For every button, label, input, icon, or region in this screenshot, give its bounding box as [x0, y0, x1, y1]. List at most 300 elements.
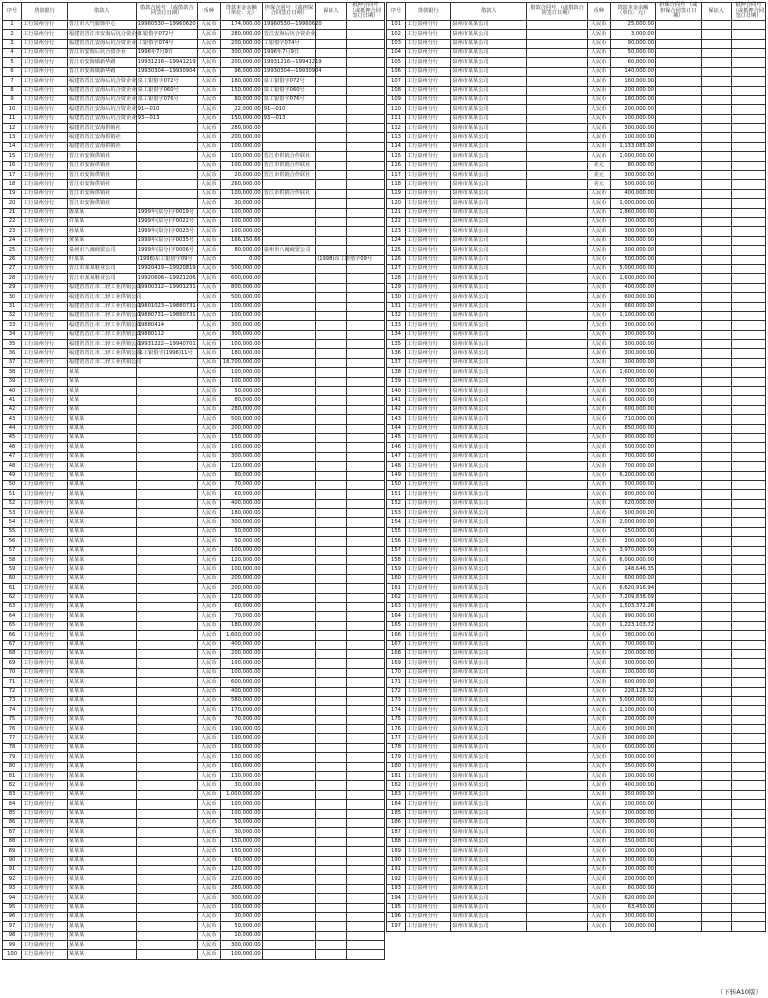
guarantee-contract-cell: [262, 743, 315, 752]
loan-contract-cell: [527, 631, 588, 640]
mortgage-contract-cell: [731, 603, 765, 612]
currency-cell: 人民币: [587, 67, 610, 76]
guarantor-cell: [701, 199, 731, 208]
index-cell: 119: [387, 189, 406, 198]
guarantee-contract-cell: [656, 715, 701, 724]
index-cell: 50: [3, 480, 22, 489]
borrower-cell: 泉州市某某公司: [451, 696, 527, 705]
mortgage-contract-cell: [346, 790, 384, 799]
principal-cell: 660,000.00: [610, 302, 655, 311]
index-cell: 81: [3, 772, 22, 781]
guarantor-cell: [701, 227, 731, 236]
guarantee-contract-cell: [262, 443, 315, 452]
guarantor-cell: [316, 302, 347, 311]
table-header-row: [3, 3, 385, 21]
borrower-cell: 某某某: [67, 847, 136, 856]
bank-cell: 工行泉州分行: [22, 264, 68, 273]
borrower-cell: 某某某: [67, 837, 136, 846]
guarantor-cell: [701, 358, 731, 367]
borrower-cell: 泉州市某某公司: [451, 340, 527, 349]
mortgage-contract-cell: [731, 584, 765, 593]
guarantee-contract-cell: [656, 95, 701, 104]
mortgage-contract-cell: [346, 715, 384, 724]
borrower-cell: 泉州市某某公司: [451, 847, 527, 856]
table-row: [387, 152, 766, 161]
borrower-cell: 泉州市某某公司: [451, 490, 527, 499]
index-cell: 178: [387, 743, 406, 752]
borrower-cell: 某某某: [67, 480, 136, 489]
currency-cell: 人民币: [587, 349, 610, 358]
index-cell: 54: [3, 518, 22, 527]
guarantor-cell: [701, 865, 731, 874]
guarantee-contract-cell: [262, 340, 315, 349]
loan-contract-cell: [527, 189, 588, 198]
table-row: [387, 236, 766, 245]
mortgage-contract-cell: [731, 762, 765, 771]
guarantor-cell: [316, 330, 347, 339]
principal-cell: 70,000.00: [220, 715, 262, 724]
table-row: [387, 603, 766, 612]
currency-cell: 人民币: [587, 405, 610, 414]
table-row: [387, 772, 766, 781]
borrower-cell: 泉州市某某公司: [451, 753, 527, 762]
table-body-right: [387, 20, 766, 931]
guarantee-contract-cell: [262, 800, 315, 809]
table-row: [3, 762, 385, 771]
guarantor-cell: [701, 603, 731, 612]
currency-cell: 人民币: [587, 462, 610, 471]
loan-contract-cell: [136, 293, 197, 302]
currency-cell: 人民币: [587, 39, 610, 48]
mortgage-contract-cell: [346, 734, 384, 743]
borrower-cell: 泉州市某某公司: [451, 227, 527, 236]
bank-cell: 工行泉州分行: [22, 678, 68, 687]
borrower-cell: 某某某: [67, 537, 136, 546]
guarantor-cell: [701, 527, 731, 536]
guarantee-contract-cell: [656, 546, 701, 555]
guarantor-cell: [316, 86, 347, 95]
principal-cell: 160,000.00: [220, 762, 262, 771]
bank-cell: 工行泉州分行: [22, 387, 68, 396]
bank-cell: 工行泉州分行: [405, 105, 450, 114]
borrower-cell: 某某某: [67, 809, 136, 818]
bank-cell: 工行泉州分行: [405, 30, 450, 39]
index-cell: 124: [387, 236, 406, 245]
principal-cell: 130,000.00: [220, 753, 262, 762]
mortgage-contract-cell: [731, 734, 765, 743]
table-row: [3, 86, 385, 95]
mortgage-contract-cell: [346, 142, 384, 151]
guarantor-cell: [701, 377, 731, 386]
principal-cell: 200,000.00: [220, 424, 262, 433]
loan-contract-cell: [136, 790, 197, 799]
principal-cell: 3,000.00: [610, 30, 655, 39]
index-cell: 122: [387, 217, 406, 226]
loan-contract-cell: [527, 706, 588, 715]
index-cell: 189: [387, 847, 406, 856]
principal-cell: 6,620,916.94: [610, 584, 655, 593]
principal-cell: 300,000.00: [610, 171, 655, 180]
principal-cell: 200,000.00: [220, 58, 262, 67]
currency-cell: 人民币: [197, 706, 220, 715]
loan-contract-cell: [136, 621, 197, 630]
guarantee-contract-cell: [656, 236, 701, 245]
table-row: [387, 387, 766, 396]
loan-contract-cell: 工银借字074号: [136, 39, 197, 48]
principal-cell: 100,000.00: [610, 800, 655, 809]
table-row: [3, 340, 385, 349]
bank-cell: 工行泉州分行: [405, 199, 450, 208]
loan-contract-cell: [527, 565, 588, 574]
bank-cell: 工行泉州分行: [405, 20, 450, 29]
guarantee-contract-cell: [656, 161, 701, 170]
loan-contract-cell: [527, 884, 588, 893]
table-row: [3, 621, 385, 630]
loan-contract-cell: [527, 124, 588, 133]
guarantor-cell: [701, 368, 731, 377]
borrower-cell: 某某某: [67, 734, 136, 743]
currency-cell: 人民币: [197, 537, 220, 546]
guarantee-contract-cell: [656, 659, 701, 668]
bank-cell: 工行泉州分行: [405, 283, 450, 292]
loan-contract-cell: [136, 405, 197, 414]
loan-contract-cell: [527, 20, 588, 29]
guarantee-contract-cell: [656, 39, 701, 48]
principal-cell: 1,223,103.72: [610, 621, 655, 630]
borrower-cell: 某某某: [67, 941, 136, 950]
loan-contract-cell: [136, 180, 197, 189]
currency-cell: 人民币: [197, 86, 220, 95]
guarantee-contract-cell: [262, 574, 315, 583]
mortgage-contract-cell: [731, 875, 765, 884]
principal-cell: 30,000.00: [220, 781, 262, 790]
principal-cell: 80,000.00: [220, 396, 262, 405]
index-cell: 98: [3, 931, 22, 940]
bank-cell: 工行泉州分行: [405, 490, 450, 499]
loan-contract-cell: [527, 433, 588, 442]
borrower-cell: 泉州市某某公司: [451, 659, 527, 668]
guarantor-cell: [316, 114, 347, 123]
currency-cell: 人民币: [587, 884, 610, 893]
loan-contract-cell: [136, 912, 197, 921]
index-cell: 112: [387, 124, 406, 133]
index-cell: 148: [387, 462, 406, 471]
borrower-cell: 某某某: [67, 800, 136, 809]
loan-contract-cell: [136, 471, 197, 480]
bank-cell: 工行泉州分行: [22, 800, 68, 809]
guarantor-cell: [316, 696, 347, 705]
mortgage-contract-cell: [731, 631, 765, 640]
principal-cell: 1,100,000.00: [610, 706, 655, 715]
bank-cell: 工行泉州分行: [405, 189, 450, 198]
principal-cell: 710,000.00: [610, 415, 655, 424]
loan-contract-cell: [136, 368, 197, 377]
bank-cell: 工行泉州分行: [22, 452, 68, 461]
mortgage-contract-cell: [731, 471, 765, 480]
principal-cell: 350,000.00: [610, 837, 655, 846]
borrower-cell: 某某某: [67, 499, 136, 508]
currency-cell: 人民币: [587, 311, 610, 320]
mortgage-contract-cell: [346, 668, 384, 677]
table-row: [387, 480, 766, 489]
principal-cell: 400,000.00: [220, 687, 262, 696]
guarantor-cell: [701, 903, 731, 912]
currency-cell: 人民币: [197, 180, 220, 189]
bank-cell: 工行泉州分行: [22, 105, 68, 114]
loan-contract-cell: [527, 865, 588, 874]
guarantor-cell: [316, 828, 347, 837]
borrower-cell: 泉州市某某公司: [451, 781, 527, 790]
guarantee-contract-cell: [262, 415, 315, 424]
guarantor-cell: [316, 649, 347, 658]
index-cell: 138: [387, 368, 406, 377]
guarantee-contract-cell: [656, 743, 701, 752]
principal-cell: 100,000.00: [220, 903, 262, 912]
guarantee-contract-cell: [656, 640, 701, 649]
index-cell: 188: [387, 837, 406, 846]
currency-cell: 人民币: [587, 678, 610, 687]
guarantor-cell: [316, 180, 347, 189]
index-cell: 130: [387, 293, 406, 302]
guarantor-cell: [316, 659, 347, 668]
currency-cell: 人民币: [587, 537, 610, 546]
guarantee-contract-cell: [262, 227, 315, 236]
bank-cell: 工行泉州分行: [405, 236, 450, 245]
guarantor-cell: [701, 593, 731, 602]
bank-cell: 工行泉州分行: [22, 631, 68, 640]
currency-cell: 人民币: [587, 86, 610, 95]
guarantor-cell: [701, 302, 731, 311]
mortgage-contract-cell: [731, 340, 765, 349]
principal-cell: 100,000.00: [220, 142, 262, 151]
loan-contract-cell: [527, 537, 588, 546]
guarantor-cell: [316, 340, 347, 349]
bank-cell: 工行泉州分行: [405, 584, 450, 593]
loan-contract-cell: [527, 105, 588, 114]
table-row: [3, 133, 385, 142]
mortgage-contract-cell: [346, 95, 384, 104]
currency-cell: 人民币: [587, 668, 610, 677]
mortgage-contract-cell: [731, 433, 765, 442]
index-cell: 82: [3, 781, 22, 790]
loan-contract-cell: [527, 264, 588, 273]
currency-cell: 人民币: [587, 509, 610, 518]
mortgage-contract-cell: [346, 105, 384, 114]
principal-cell: 180,000.00: [220, 509, 262, 518]
mortgage-contract-cell: [346, 800, 384, 809]
currency-cell: 人民币: [197, 734, 220, 743]
guarantee-contract-cell: [656, 490, 701, 499]
bank-cell: 工行泉州分行: [405, 152, 450, 161]
mortgage-contract-cell: [346, 818, 384, 827]
loan-contract-cell: [136, 640, 197, 649]
index-cell: 99: [3, 941, 22, 950]
bank-cell: 工行泉州分行: [22, 340, 68, 349]
mortgage-contract-cell: [346, 377, 384, 386]
mortgage-contract-cell: [346, 180, 384, 189]
index-cell: 167: [387, 640, 406, 649]
table-row: [3, 668, 385, 677]
currency-cell: 人民币: [197, 781, 220, 790]
currency-cell: 人民币: [197, 227, 220, 236]
bank-cell: 工行泉州分行: [22, 480, 68, 489]
guarantee-contract-cell: [262, 471, 315, 480]
mortgage-contract-cell: [731, 922, 765, 931]
guarantee-contract-cell: [262, 772, 315, 781]
mortgage-contract-cell: [731, 480, 765, 489]
table-row: [3, 875, 385, 884]
guarantor-cell: [701, 781, 731, 790]
index-cell: 137: [387, 358, 406, 367]
mortgage-contract-cell: [731, 39, 765, 48]
bank-cell: 工行泉州分行: [22, 67, 68, 76]
index-cell: 154: [387, 518, 406, 527]
currency-cell: 人民币: [197, 828, 220, 837]
guarantee-contract-cell: [262, 377, 315, 386]
borrower-cell: 福建省晋江市二轻工业供销公司: [67, 311, 136, 320]
header-currency: 币种: [587, 3, 610, 21]
currency-cell: 人民币: [197, 133, 220, 142]
guarantee-contract-cell: [656, 856, 701, 865]
bank-cell: 工行泉州分行: [22, 462, 68, 471]
index-cell: 35: [3, 340, 22, 349]
bank-cell: 工行泉州分行: [22, 837, 68, 846]
borrower-cell: 晋江市安海镇新华路: [67, 67, 136, 76]
borrower-cell: 泉州市某某公司: [451, 67, 527, 76]
principal-cell: 5,000,000.00: [610, 696, 655, 705]
mortgage-contract-cell: [346, 706, 384, 715]
guarantee-contract-cell: [262, 941, 315, 950]
bank-cell: 工行泉州分行: [405, 753, 450, 762]
borrower-cell: 泉州市某某公司: [451, 800, 527, 809]
index-cell: 195: [387, 903, 406, 912]
mortgage-contract-cell: [731, 828, 765, 837]
guarantor-cell: [316, 471, 347, 480]
mortgage-contract-cell: [731, 387, 765, 396]
bank-cell: 工行泉州分行: [405, 415, 450, 424]
index-cell: 175: [387, 715, 406, 724]
principal-cell: 100,000.00: [610, 668, 655, 677]
index-cell: 34: [3, 330, 22, 339]
bank-cell: 工行泉州分行: [22, 903, 68, 912]
header-borrower: 借款人: [67, 3, 136, 21]
principal-cell: 150,000.00: [220, 847, 262, 856]
currency-cell: 人民币: [197, 58, 220, 67]
principal-cell: 190,000.00: [220, 725, 262, 734]
bank-cell: 工行泉州分行: [405, 208, 450, 217]
borrower-cell: 泉州市某某公司: [451, 311, 527, 320]
bank-cell: 工行泉州分行: [22, 499, 68, 508]
guarantor-cell: [701, 640, 731, 649]
loan-contract-cell: [136, 903, 197, 912]
currency-cell: 人民币: [197, 264, 220, 273]
currency-cell: 人民币: [197, 105, 220, 114]
guarantor-cell: [701, 537, 731, 546]
table-row: [3, 443, 385, 452]
loan-contract-cell: [136, 649, 197, 658]
mortgage-contract-cell: [731, 30, 765, 39]
principal-cell: 300,000.00: [610, 349, 655, 358]
table-row: [3, 499, 385, 508]
guarantee-contract-cell: [656, 20, 701, 29]
mortgage-contract-cell: [346, 546, 384, 555]
borrower-cell: 泉州市某某公司: [451, 828, 527, 837]
table-row: [387, 565, 766, 574]
borrower-cell: 福建省晋江市二轻工业供销公司: [67, 358, 136, 367]
currency-cell: 人民币: [197, 762, 220, 771]
principal-cell: 1,503,372.26: [610, 603, 655, 612]
index-cell: 114: [387, 142, 406, 151]
mortgage-contract-cell: [731, 894, 765, 903]
guarantor-cell: [701, 67, 731, 76]
guarantor-cell: [316, 443, 347, 452]
mortgage-contract-cell: [731, 86, 765, 95]
principal-cell: 60,000.00: [220, 603, 262, 612]
index-cell: 45: [3, 433, 22, 442]
principal-cell: 350,000.00: [610, 790, 655, 799]
index-cell: 164: [387, 612, 406, 621]
mortgage-contract-cell: [346, 509, 384, 518]
guarantor-cell: [316, 377, 347, 386]
principal-cell: 100,000.00: [220, 668, 262, 677]
guarantor-cell: [316, 922, 347, 931]
loan-contract-cell: [527, 217, 588, 226]
borrower-cell: 某某: [67, 368, 136, 377]
header-borrower: 借款人: [451, 3, 527, 21]
header-bank: 贷款银行: [22, 3, 68, 21]
bank-cell: 工行泉州分行: [22, 246, 68, 255]
table-row: [387, 725, 766, 734]
guarantee-contract-cell: [656, 772, 701, 781]
index-cell: 135: [387, 340, 406, 349]
table-row: [3, 471, 385, 480]
guarantee-contract-cell: [656, 274, 701, 283]
index-cell: 69: [3, 659, 22, 668]
table-row: [3, 227, 385, 236]
currency-cell: 人民币: [197, 725, 220, 734]
guarantee-contract-cell: [656, 180, 701, 189]
table-row: [387, 612, 766, 621]
principal-cell: 200,000.00: [220, 574, 262, 583]
currency-cell: 人民币: [197, 649, 220, 658]
principal-cell: 174,000.00: [220, 20, 262, 29]
guarantee-contract-cell: [656, 696, 701, 705]
bank-cell: 工行泉州分行: [405, 527, 450, 536]
guarantee-contract-cell: [262, 283, 315, 292]
currency-cell: 人民币: [197, 480, 220, 489]
table-row: [387, 659, 766, 668]
loan-contract-cell: [527, 518, 588, 527]
principal-cell: 50,000.00: [610, 48, 655, 57]
guarantee-contract-cell: 晋江安海后坑合资企业: [262, 30, 315, 39]
guarantee-contract-cell: [262, 696, 315, 705]
bank-cell: 工行泉州分行: [405, 67, 450, 76]
loan-contract-cell: [527, 687, 588, 696]
guarantee-contract-cell: [656, 340, 701, 349]
currency-cell: 人民币: [197, 490, 220, 499]
table-row: [3, 696, 385, 705]
bank-cell: 工行泉州分行: [405, 875, 450, 884]
table-row: [3, 124, 385, 133]
mortgage-contract-cell: [346, 828, 384, 837]
borrower-cell: 泉州市某某公司: [451, 565, 527, 574]
loan-contract-cell: [527, 772, 588, 781]
index-cell: 94: [3, 894, 22, 903]
table-row: [387, 856, 766, 865]
table-row: [387, 894, 766, 903]
guarantee-contract-cell: [656, 330, 701, 339]
header-currency: 币种: [197, 3, 220, 21]
